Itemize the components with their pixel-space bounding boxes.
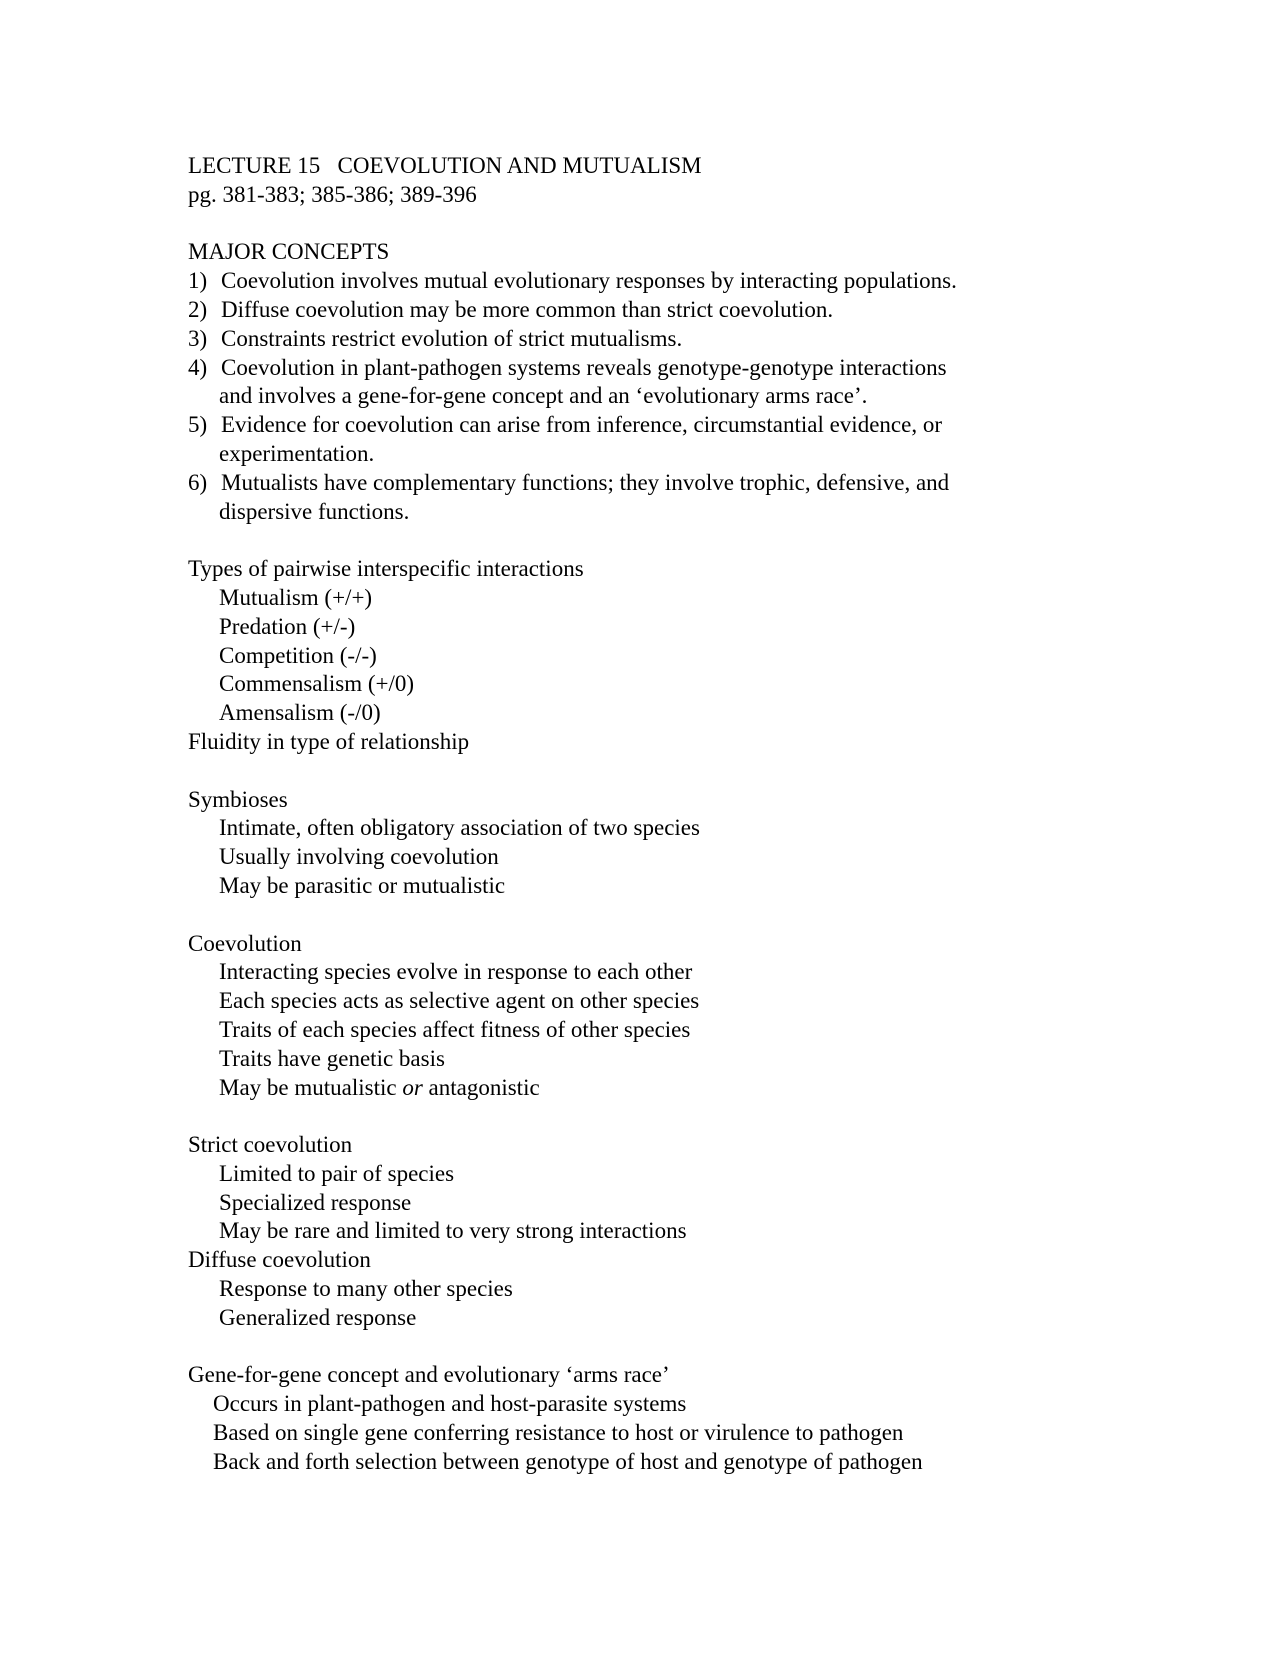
coevolution-item: Traits of each species affect fitness of other species: [219, 1016, 691, 1042]
concept-item-5: [188, 411, 1208, 440]
concept-text: Evidence for coevolution can arise from inference, circumstantial evidence, or: [221, 412, 942, 438]
interaction-item: Amensalism (-/0): [219, 700, 381, 726]
fluidity-note: Fluidity in type of relationship: [188, 728, 470, 754]
concept-item-2: [188, 296, 1208, 325]
concept-number: 1): [188, 268, 208, 294]
coevolution-item: Interacting species evolve in response to each other: [219, 959, 693, 985]
concept-text: Coevolution involves mutual evolutionary responses by interacting populations.: [221, 268, 957, 294]
concept-continuation: dispersive functions.: [219, 498, 410, 524]
strict-coevolution-heading: Strict coevolution: [188, 1132, 353, 1158]
concept-number: 2): [188, 296, 208, 322]
strict-item: Limited to pair of species: [219, 1160, 455, 1186]
gene-for-gene-heading: Gene-for-gene concept and evolutionary ‘arms race’: [188, 1362, 670, 1388]
interaction-item: Competition (-/-): [219, 642, 377, 668]
concept-item-6: [188, 469, 1208, 498]
interaction-item: Commensalism (+/0): [219, 671, 415, 697]
interactions-heading: Types of pairwise interspecific interactions: [188, 556, 584, 582]
diffuse-coevolution-heading: Diffuse coevolution: [188, 1247, 371, 1273]
text-after: antagonistic: [422, 1074, 540, 1100]
symbioses-heading: Symbioses: [188, 786, 288, 812]
concept-item-1: [188, 267, 1208, 296]
symbioses-item: Intimate, often obligatory association of two species: [219, 815, 700, 841]
spacer: [188, 526, 1208, 555]
coevolution-item: Each species acts as selective agent on other species: [219, 988, 700, 1014]
spacer: [188, 210, 1208, 239]
emphasis-or: or: [402, 1074, 423, 1100]
spacer: [188, 757, 1208, 786]
lecture-title: LECTURE 15 COEVOLUTION AND MUTUALISM: [188, 153, 702, 178]
concept-number: 6): [188, 469, 208, 495]
gene-for-gene-item: Occurs in plant-pathogen and host-parasite systems: [213, 1391, 687, 1417]
coevolution-item: Traits have genetic basis: [219, 1045, 445, 1071]
coevolution-heading: Coevolution: [188, 930, 302, 956]
text-before: May be mutualistic: [219, 1074, 403, 1100]
concept-item-4: [188, 354, 1208, 383]
concept-text: Coevolution in plant-pathogen systems reveals genotype-genotype interactions: [221, 354, 947, 380]
document-page: [188, 152, 1208, 1477]
interaction-item: Predation (+/-): [219, 613, 356, 639]
spacer: [188, 1102, 1208, 1131]
spacer: [188, 1333, 1208, 1362]
interaction-item: Mutualism (+/+): [219, 584, 373, 610]
page-references: pg. 381-383; 385-386; 389-396: [188, 181, 477, 207]
gene-for-gene-item: Back and forth selection between genotype of host and genotype of pathogen: [213, 1448, 923, 1474]
symbioses-item: Usually involving coevolution: [219, 844, 499, 870]
concept-number: 4): [188, 354, 208, 380]
concept-continuation: experimentation.: [219, 440, 375, 466]
gene-for-gene-item: Based on single gene conferring resistance to host or virulence to pathogen: [213, 1420, 904, 1446]
strict-item: May be rare and limited to very strong interactions: [219, 1218, 687, 1244]
concept-continuation: and involves a gene-for-gene concept and an ‘evolutionary arms race’.: [219, 383, 868, 409]
major-concepts-heading: MAJOR CONCEPTS: [188, 239, 390, 265]
strict-item: Specialized response: [219, 1189, 412, 1215]
concept-text: Mutualists have complementary functions; they involve trophic, defensive, and: [221, 469, 950, 495]
diffuse-item: Response to many other species: [219, 1276, 513, 1302]
symbioses-item: May be parasitic or mutualistic: [219, 872, 506, 898]
concept-number: 3): [188, 325, 208, 351]
spacer: [188, 901, 1208, 930]
coevolution-item-last: [188, 1074, 1208, 1103]
concept-item-3: [188, 325, 1208, 354]
concept-text: Constraints restrict evolution of strict mutualisms.: [221, 325, 683, 351]
diffuse-item: Generalized response: [219, 1304, 417, 1330]
concept-text: Diffuse coevolution may be more common than strict coevolution.: [221, 296, 834, 322]
concept-number: 5): [188, 412, 208, 438]
